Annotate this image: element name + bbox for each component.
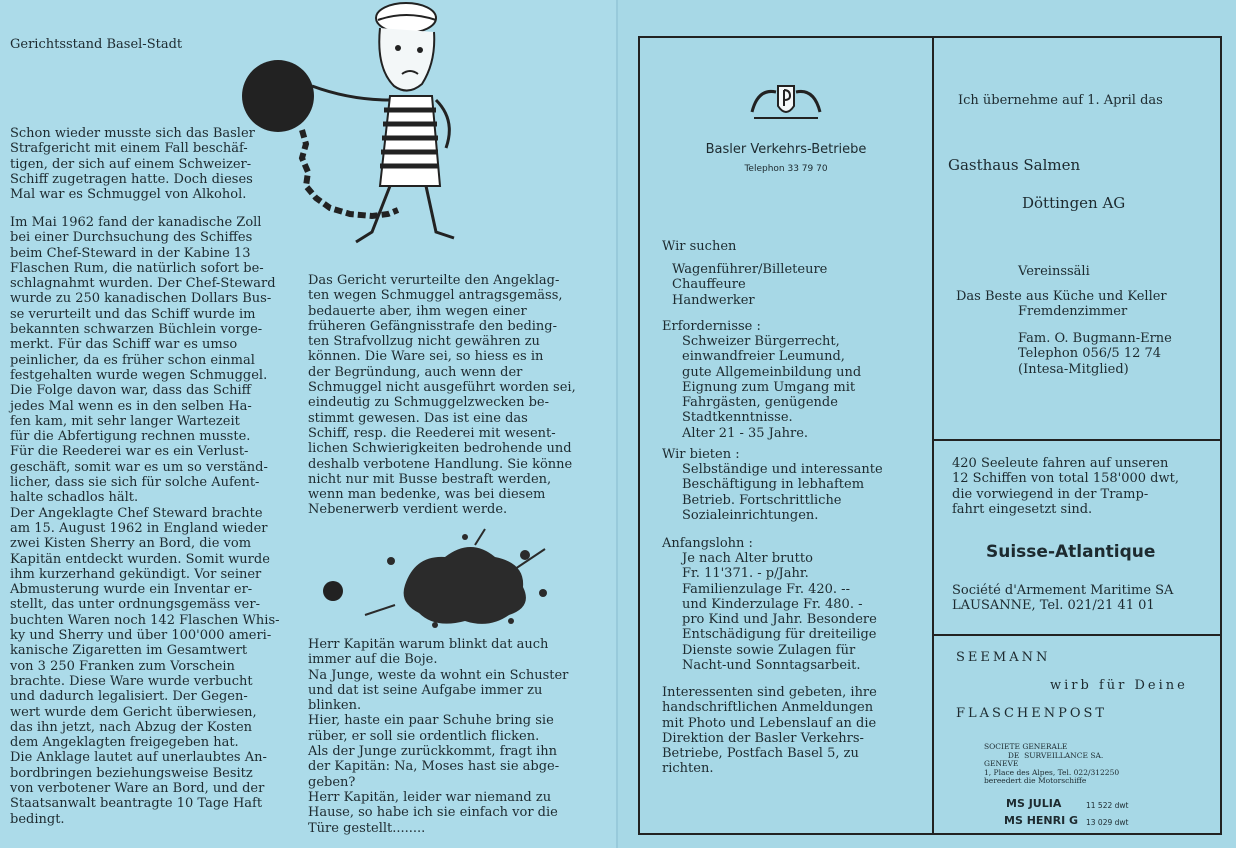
requirements-label: Erfordernisse : <box>662 319 761 334</box>
bvb-footer: Interessenten sind gebeten, ihre handschriftlichen Anmeldungen mit Photo und Lebenslauf an die Direktion der Basler Verkehrs- Betriebe, Postfach Basel 5, zu richten. <box>662 685 877 777</box>
seemann-line1: SEEMANN <box>956 650 1051 665</box>
requirements-text: Schweizer Bürgerrecht, einwandfreier Leumund, gute Allgemeinbildung und Eignung zum Umgang mit Fahrgästen, genügende Stadtkenntnisse. Alter 21 - 35 Jahre. <box>682 334 862 441</box>
right-ads-column <box>934 38 1220 833</box>
salmen-name: Gasthaus Salmen <box>948 156 1081 174</box>
suisse-text: 420 Seeleute fahren auf unseren 12 Schiffen von total 158'000 dwt, die vorwiegend in der Tramp- fahrt eingesetzt sind. <box>952 456 1179 517</box>
salary-label: Anfangslohn : <box>662 536 753 551</box>
ship-julia-dwt: 11 522 dwt <box>1086 801 1129 810</box>
seemann-line3: FLASCHENPOST <box>956 706 1108 721</box>
salmen-kueche: Das Beste aus Küche und Keller <box>956 289 1167 304</box>
salmen-contact: Fam. O. Bugmann-Erne Telephon 056/5 12 74 (Intesa-Mitglied) <box>1018 331 1172 377</box>
page-header: Gerichtsstand Basel-Stadt <box>10 37 183 52</box>
basel-coat-of-arms-icon <box>748 82 824 122</box>
suisse-sub: Société d'Armement Maritime SA LAUSANNE, Tel. 021/21 41 01 <box>952 583 1174 614</box>
section-divider-1 <box>934 439 1220 441</box>
section-divider-2 <box>934 634 1220 636</box>
job-list: Wagenführer/Billeteure Chauffeure Handwerker <box>672 262 828 308</box>
right-page <box>618 0 1236 848</box>
salmen-vereinssaeli: Vereinssäli <box>1018 264 1090 279</box>
suisse-name: Suisse-Atlantique <box>986 542 1156 562</box>
ship-julia: MS JULIA <box>1006 797 1062 810</box>
ship-henri-g: MS HENRI G <box>1004 814 1079 827</box>
joke-text: Herr Kapitän warum blinkt dat auch immer auf die Boje. Na Junge, weste da wohnt ein Schuster und dat ist seine Aufgabe immer zu blinken. Hier, haste ein paar Schuhe bring sie rüber, er soll sie ordentlich flicken. Als der Junge zurückkommt, fragt ihn der Kapitän: Na, Moses hast sie abge- geben? Herr Kapitän, leider war niemand zu Hause, so habe ich sie einfach vor die Türe gestellt........ <box>308 637 569 836</box>
article-column-2: Das Gericht verurteilte den Angeklag- ten wegen Schmuggel antragsgemäss, bedauerte aber, ihm wegen einer früheren Gefängnisstrafe den beding- ten Strafvollzug nicht gewähren zu können. Die Ware sei, so hiess es in der Begründung, auch wenn der Schmuggel nicht ausgeführt worden sei, eindeutig zu Schmuggelzwecken be- stimmt gewesen. Das ist eine das Schiff, resp. die Reederei mit wesent- lichen Schwierigkeiten bedrohende und deshalb verbotene Handlung. Sie könne nicht nur mit Busse bestraft werden, wenn man bedenke, was bei diesem Nebenerwerb verdient werde. <box>308 273 576 518</box>
salmen-place: Döttingen AG <box>1022 194 1126 212</box>
offer-label: Wir bieten : <box>662 447 740 462</box>
salmen-intro: Ich übernehme auf 1. April das <box>958 93 1163 108</box>
ad-frame <box>638 36 1222 835</box>
bvb-name: Basler Verkehrs-Betriebe <box>705 142 867 157</box>
seemann-line2: wirb für Deine <box>1050 678 1188 693</box>
salary-text: Je nach Alter brutto Fr. 11'371. - p/Jahr. Familienzulage Fr. 420. -- und Kinderzulage Fr. 480. - pro Kind und Jahr. Besondere Entschädigung für dreiteilige Dienste sowie Zulagen für Nacht-und Sonntagsarbeit. <box>682 551 877 674</box>
sgs-text: SOCIETE GENERALE DE SURVEILLANCE SA. GENEVE 1, Place des Alpes, Tel. 022/312250 bereedert die Motorschiffe <box>984 742 1120 786</box>
article-intro: Schon wieder musste sich das Basler Strafgericht mit einem Fall beschäf- tigen, der sich auf einem Schweizer- Schiff zugetragen hatte. Doch dieses Mal war es Schmuggel von Alkohol. <box>10 126 255 203</box>
wir-suchen-label: Wir suchen <box>662 239 737 254</box>
article-column-1: Im Mai 1962 fand der kanadische Zoll bei einer Durchsuchung des Schiffes beim Chef-Steward in der Kabine 13 Flaschen Rum, die natürlich sofort be- schlagnahmt wurden. Der Chef-Steward wurde zu 250 kanadischen Dollars Bus- se verurteilt und das Schiff wurde im bekannten schwarzen Büchlein vorge- merkt. Für das Schiff war es umso peinlicher, da es früher schon einmal festgehalten wurde wegen Schmuggel. Die Folge davon war, dass das Schiff jedes Mal wenn es in den selben Ha- fen kam, mit sehr langer Wartezeit für die Abfertigung rechnen musste. Für die Reederei war es ein Verlust- geschäft, somit war es um so verständ- licher, dass sie sich für solche Aufent- halte schadlos hält. Der Angeklagte Chef Steward brachte am 15. August 1962 in England wieder zwei Kisten Sherry an Bord, die vom Kapitän entdeckt wurden. Somit wurde ihm kurzerhand gekündigt. Vor seiner Abmusterung wurde ein Inventar er- stellt, das unter ordnungsgemäss ver- buchten Waren noch 142 Flaschen Whis- ky und Sherry und über 100'000 ameri- kanische Zigaretten im Gesamtwert von 3 250 Franken zum Vorschein brachte. Diese Ware wurde verbucht und dadurch legalisiert. Der Gegen- wert wurde dem Gericht überwiesen, das ihn jetzt, nach Abzug der Kosten dem Angeklagten freigegeben hat. Die Anklage lautet auf unerlaubtes An- bordbringen beziehungsweise Besitz von verbotener Ware an Bord, und der Staatsanwalt beantragte 10 Tage Haft bedingt. <box>10 215 280 827</box>
ship-henri-g-dwt: 13 029 dwt <box>1086 818 1129 827</box>
offer-text: Selbständige und interessante Beschäftigung in lebhaftem Betrieb. Fortschrittliche Sozialeinrichtungen. <box>682 462 883 523</box>
salmen-zimmer: Fremdenzimmer <box>1018 304 1128 319</box>
bvb-phone: Telephon 33 79 70 <box>744 164 828 174</box>
ink-splash-illustration <box>305 525 585 635</box>
